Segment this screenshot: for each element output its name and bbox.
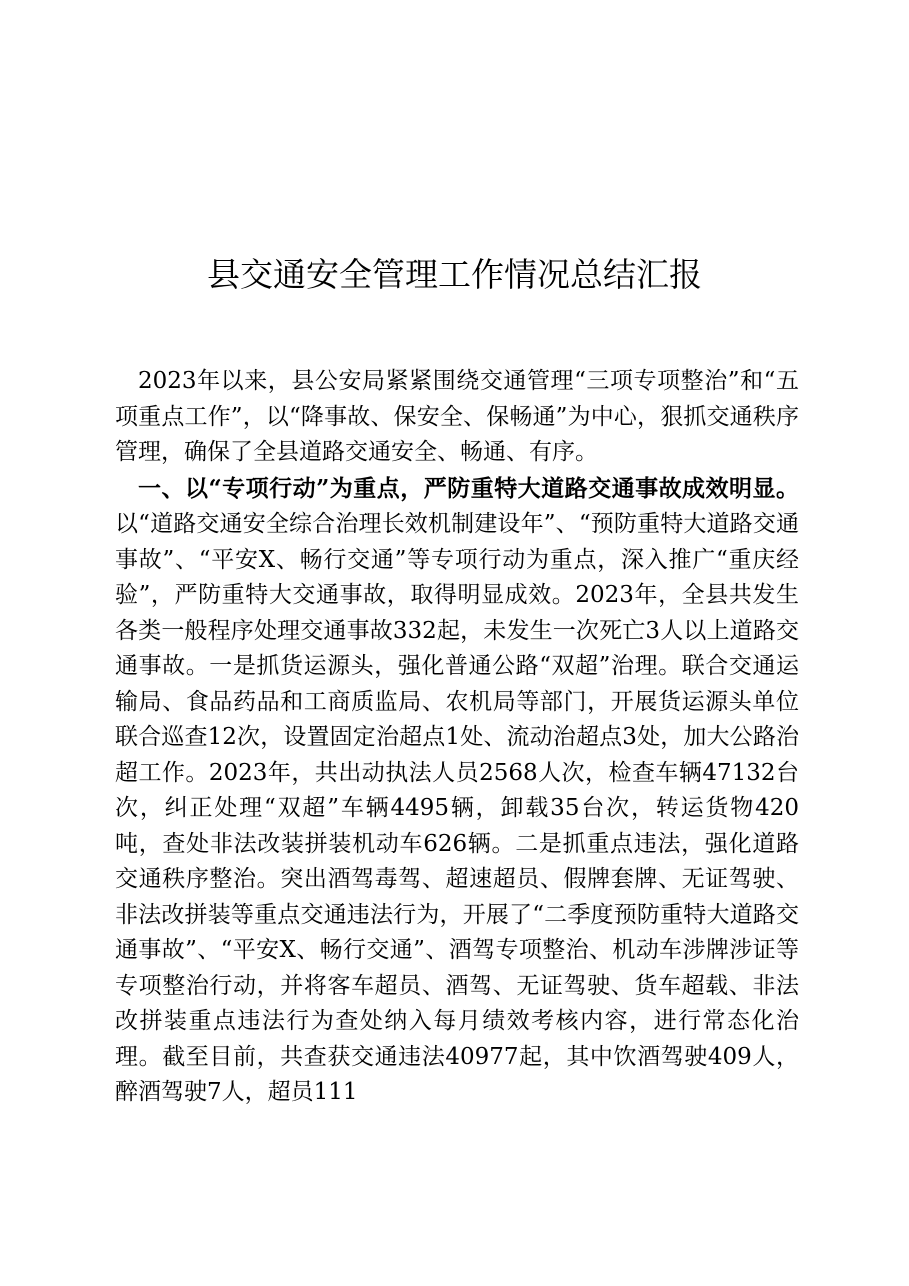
- document-body: [115, 364, 799, 1111]
- intro-paragraph: [115, 364, 799, 471]
- section-one-text: 以“道路交通安全综合治理长效机制建设年”、“预防重特大道路交通事故”、“平安X、畅行交通”等专项行动为重点，深入推广“重庆经验”，严防重特大交通事故，取得明显成效。2023年，全县共发生各类一般程序处理交通事故332起，未发生一次死亡3人以上道路交通事故。一是抓货运源头，强化普通公路“双超”治理。联合交通运输局、食品药品和工商质监局、农机局等部门，开展货运源头单位联合巡查12次，设置固定治超点1处、流动治超点3处，加大公路治超工作。2023年，共出动执法人员2568人次，检查车辆47132台次，纠正处理“双超”车辆4495辆，卸载35台次，转运货物420吨，查处非法改装拼装机动车626辆。二是抓重点违法，强化道路交通秩序整治。突出酒驾毒驾、超速超员、假牌套牌、无证驾驶、非法改拼装等重点交通违法行为，开展了“二季度预防重特大道路交通事故”、“平安X、畅行交通”、酒驾专项整治、机动车涉牌涉证等专项整治行动，并将客车超员、酒驾、无证驾驶、货车超载、非法改拼装重点违法行为查处纳入每月绩效考核内容，进行常态化治理。截至目前，共查获交通违法40977起，其中饮酒驾驶409人，醉酒驾驶7人，超员111: [115, 511, 799, 1105]
- intro-paragraph-text: 2023年以来，县公安局紧紧围绕交通管理“三项专项整治”和“五项重点工作”，以“降事故、保安全、保畅通”为中心，狠抓交通秩序管理，确保了全县道路交通安全、畅通、有序。: [115, 368, 799, 465]
- document-title: 县交通安全管理工作情况总结汇报: [207, 255, 702, 294]
- section-one-heading: 一、以“专项行动”为重点，严防重特大道路交通事故成效明显。: [138, 474, 799, 502]
- section-one-paragraph: [115, 471, 799, 1111]
